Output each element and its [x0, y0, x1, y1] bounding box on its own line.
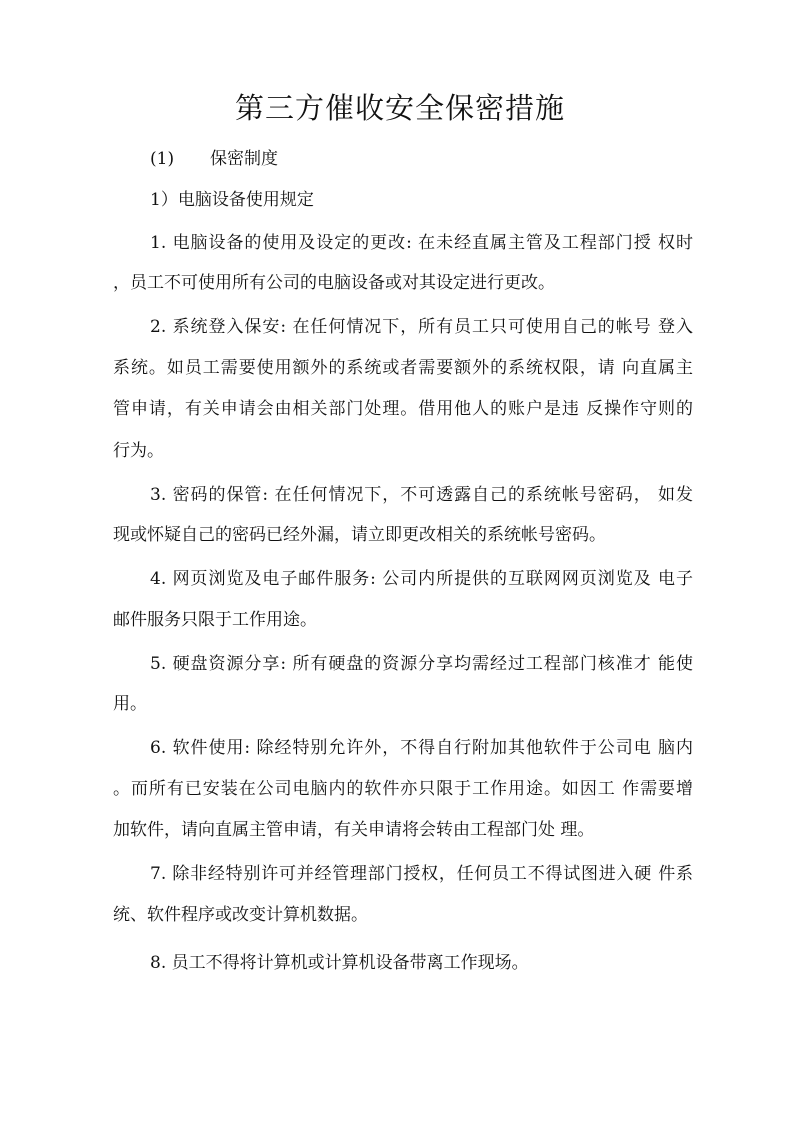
section-number: (1)	[150, 149, 175, 169]
paragraph-5-line-1: 5. 硬盘资源分享: 所有硬盘的资源分享均需经过工程部门核准才 能使	[150, 654, 693, 674]
section-heading: 保密制度	[210, 149, 278, 169]
paragraph-3-line-1: 3. 密码的保管: 在任何情况下，不可透露自己的系统帐号密码， 如发	[150, 485, 693, 505]
document-title: 第三方催收安全保密措施	[234, 91, 565, 125]
paragraph-2-line-1: 2. 系统登入保安: 在任何情况下，所有员工只可使用自己的帐号 登入	[150, 317, 693, 337]
paragraph-6-line-2: 。而所有已安装在公司电脑内的软件亦只限于工作用途。如因工 作需要增	[113, 779, 693, 799]
paragraph-7-line-1: 7. 除非经特别许可并经管理部门授权，任何员工不得试图进入硬 件系	[150, 864, 693, 884]
paragraph-3-line-2: 现或怀疑自己的密码已经外漏，请立即更改相关的系统帐号密码。	[113, 525, 606, 545]
paragraph-7-line-2: 统、软件程序或改变计算机数据。	[113, 905, 368, 925]
paragraph-8-line-1: 8. 员工不得将计算机或计算机设备带离工作现场。	[150, 953, 529, 973]
paragraph-2-line-4: 行为。	[113, 441, 164, 461]
subsection-heading: 1）电脑设备使用规定	[150, 190, 314, 210]
paragraph-6-line-1: 6. 软件使用: 除经特别允许外，不得自行附加其他软件于公司电 脑内	[150, 738, 693, 758]
paragraph-6-line-3: 加软件，请向直属主管申请，有关申请将会转由工程部门处 理。	[113, 820, 595, 840]
paragraph-2-line-2: 系统。如员工需要使用额外的系统或者需要额外的系统权限，请 向直属主	[113, 358, 693, 378]
paragraph-2-line-3: 管申请，有关申请会由相关部门处理。借用他人的账户是违 反操作守则的	[113, 399, 693, 419]
paragraph-5-line-2: 用。	[113, 694, 147, 714]
paragraph-1-line-2: ，员工不可使用所有公司的电脑设备或对其设定进行更改。	[113, 273, 555, 293]
paragraph-1-line-1: 1. 电脑设备的使用及设定的更改: 在未经直属主管及工程部门授 权时	[150, 233, 693, 253]
paragraph-4-line-2: 邮件服务只限于工作用途。	[113, 610, 317, 630]
paragraph-4-line-1: 4. 网页浏览及电子邮件服务: 公司内所提供的互联网网页浏览及 电子	[150, 569, 693, 589]
